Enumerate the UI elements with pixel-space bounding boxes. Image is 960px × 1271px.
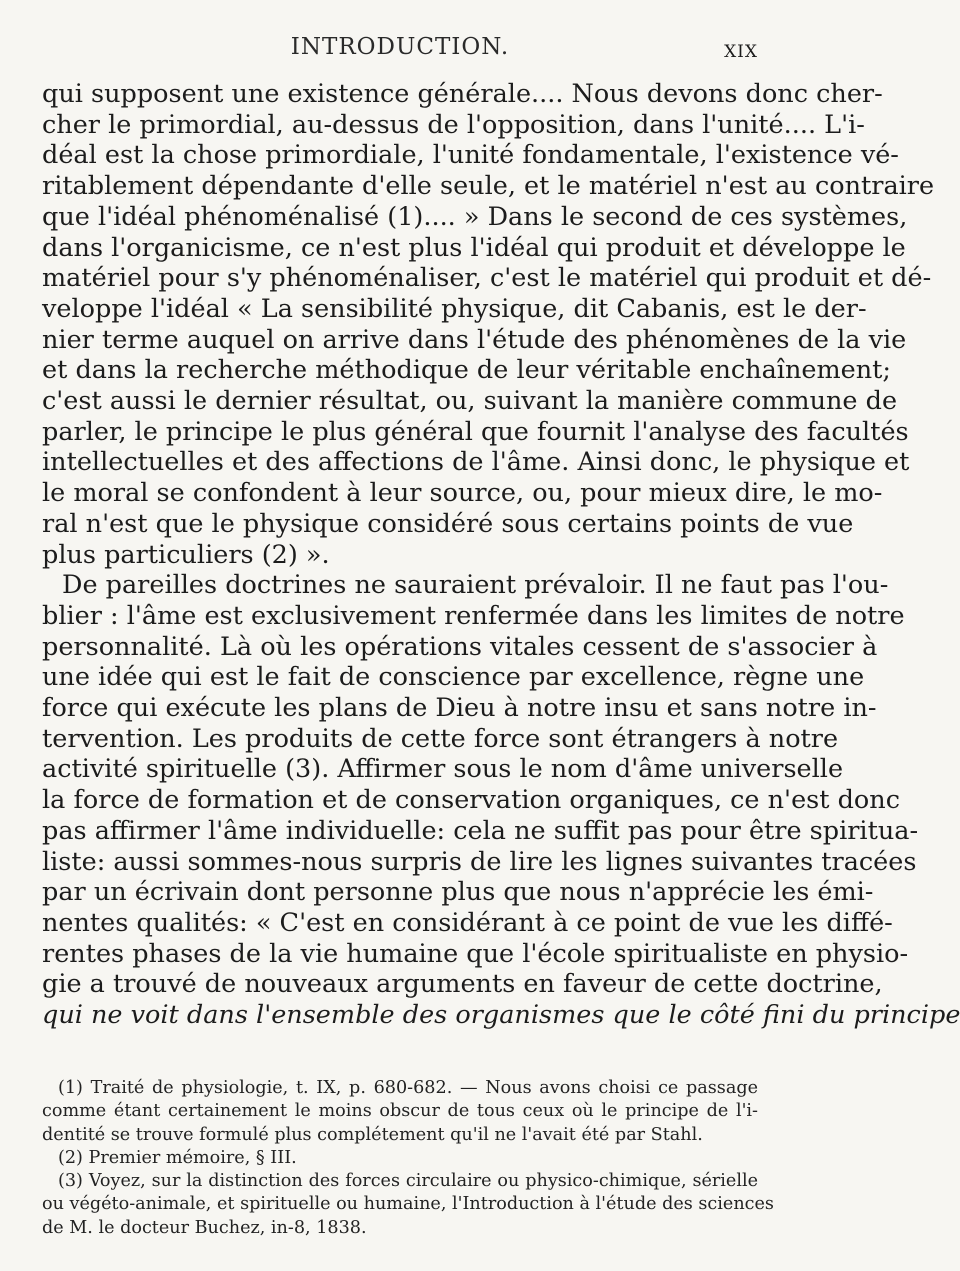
text-line: personnalité. Là où les opérations vitales cessent de s'associer à (42, 631, 878, 662)
text-line: activité spirituelle (3). Affirmer sous le nom d'âme universelle (42, 754, 844, 785)
footnotes (42, 1077, 774, 1240)
text-line: c'est aussi le dernier résultat, ou, suivant la manière commune de (42, 386, 898, 417)
text-line: par un écrivain dont personne plus que nous n'apprécie les émi- (42, 877, 874, 908)
text-line: intellectuelles et des affections de l'âme. Ainsi donc, le physique et (42, 447, 910, 478)
text-line: gie a trouvé de nouveaux arguments en faveur de cette doctrine, (42, 969, 883, 1000)
text-line: qui ne voit dans l'ensemble des organismes que le côté fini du principe (42, 1000, 960, 1031)
text-line: liste: aussi sommes-nous surpris de lire les lignes suivantes tracées (42, 846, 917, 877)
footnote-line: dentité se trouve formulé plus complétement qu'il ne l'avait été par Stahl. (42, 1124, 703, 1145)
text-line: matériel pour s'y phénoménaliser, c'est le matériel qui produit et dé- (42, 263, 932, 294)
footnote-line: comme étant certainement le moins obscur de tous ceux où le principe de l'i- (42, 1101, 758, 1122)
paragraph-start-line: De pareilles doctrines ne sauraient prévaloir. Il ne faut pas l'ou- (62, 570, 889, 601)
footnote-line: (1) Traité de physiologie, t. IX, p. 680-682. — Nous avons choisi ce passage (58, 1078, 758, 1098)
running-head (42, 30, 758, 64)
text-line: pas affirmer l'âme individuelle: cela ne suffit pas pour être spiritua- (42, 815, 919, 846)
footnote-line: (3) Voyez, sur la distinction des forces circulaire ou physico-chimique, sérielle (58, 1171, 758, 1192)
text-line: force qui exécute les plans de Dieu à notre insu et sans notre in- (42, 693, 877, 724)
text-line: nier terme auquel on arrive dans l'étude des phénomènes de la vie (42, 324, 907, 355)
text-line: ral n'est que le physique considéré sous certains points de vue (42, 508, 854, 539)
text-line: parler, le principe le plus général que fournit l'analyse des facultés (42, 416, 909, 447)
text-line: et dans la recherche méthodique de leur véritable enchaînement; (42, 355, 892, 386)
body-text (42, 79, 960, 1031)
text-line: une idée qui est le fait de conscience par excellence, règne une (42, 662, 865, 693)
text-line: déal est la chose primordiale, l'unité fondamentale, l'existence vé- (42, 140, 899, 171)
text-line: cher le primordial, au-dessus de l'opposition, dans l'unité.... L'i- (42, 109, 865, 140)
text-line: ritablement dépendante d'elle seule, et le matériel n'est au contraire (42, 171, 935, 202)
footnote-line: de M. le docteur Buchez, in-8, 1838. (42, 1217, 367, 1238)
text-line: tervention. Les produits de cette force sont étrangers à notre (42, 723, 839, 754)
text-line: que l'idéal phénoménalisé (1).... » Dans le second de ces systèmes, (42, 201, 908, 232)
text-line: le moral se confondent à leur source, ou, pour mieux dire, le mo- (42, 478, 883, 509)
text-line: la force de formation et de conservation organiques, ce n'est donc (42, 785, 900, 816)
text-line: veloppe l'idéal « La sensibilité physique, dit Cabanis, est le der- (42, 293, 867, 324)
running-title: INTRODUCTION. (290, 34, 510, 60)
text-line: nentes qualités: « C'est en considérant à ce point de vue les diffé- (42, 907, 893, 938)
page-number: XIX (724, 42, 758, 62)
footnote-line: ou végéto-animale, et spirituelle ou humaine, l'Introduction à l'étude des sciences (42, 1194, 774, 1215)
text-line: blier : l'âme est exclusivement renfermée dans les limites de notre (42, 600, 905, 631)
text-line: qui supposent une existence générale.... Nous devons donc cher- (42, 79, 883, 109)
text-line: dans l'organicisme, ce n'est plus l'idéal qui produit et développe le (42, 232, 906, 263)
text-line: rentes phases de la vie humaine que l'école spiritualiste en physio- (42, 938, 909, 969)
text-line: plus particuliers (2) ». (42, 539, 330, 570)
footnote-line: (2) Premier mémoire, § III. (58, 1147, 297, 1168)
